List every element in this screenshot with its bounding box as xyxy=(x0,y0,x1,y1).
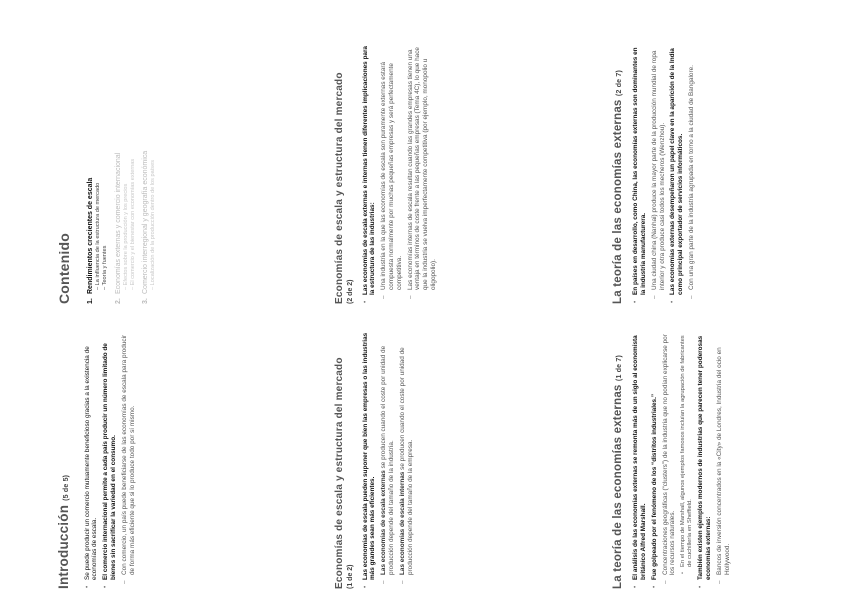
bullet: • Las economías externas desempeñaron un papel clave en la aparición de la India como principal exportador de servicios informáticos. xyxy=(669,46,685,304)
toc xyxy=(86,46,158,304)
bullet: • En países en desarrollo, como China, las economías externas son dominantes en la industria manufacturera. xyxy=(632,46,648,304)
slide-title: Introducción (5 de 5) xyxy=(56,474,71,589)
slide-frame xyxy=(52,325,262,595)
bullet: • Se puede producir un comercio mutuamente beneficioso gracias a la existencia de economías de escala. xyxy=(84,331,100,589)
toc-subitem: – Localización de la producción dentro de los países xyxy=(150,160,157,290)
bullet: • Las economías de escala externas e internas tienen diferentes implicaciones para la estructura de las industrias: xyxy=(362,46,378,304)
bullet: • Las economías de escala pueden suponer que bien las empresas o las industrias más grandes sean más eficientes. xyxy=(362,331,378,589)
bullet: • El comercio internacional permite a cada país producir un número limitado de bienes sin sacrificar la variedad en el consumo. xyxy=(102,331,118,589)
sub-bullet: – Con una gran parte de la industria agrupada en torno a la ciudad de Bangalore. xyxy=(688,46,696,304)
sub-bullet: – Una ciudad china (Nanhai) produce la mayor parte de la producción mundial de ropa interior y otra produce casi todos los mecheros (Wenzhou). xyxy=(651,46,667,304)
sub-bullet: – Una industria en la que las economías de escala son puramente externas estará compuesta normalmente por muchas pequeñas empresas y será perfectamente competitiva. xyxy=(380,46,403,304)
toc-item: 2.Economías externas y comercio internacional xyxy=(114,152,122,304)
slide-frame xyxy=(608,40,818,310)
toc-item: 1.Rendimientos crecientes de escala xyxy=(87,177,95,304)
bullet: • Fue golpeado por el fenómeno de los “distritos industriales.” xyxy=(651,331,659,589)
toc-subitem: – Efectos sobre la producción y los precios xyxy=(122,183,129,290)
bullet: • El análisis de las economías externas se remonta más de un siglo al economista británico Alfred Marshall. xyxy=(632,331,648,589)
slide-teoria-2 xyxy=(608,40,818,310)
sub-bullet: – Las economías de escala internas se producen cuando el coste por unidad de producción depende del tamaño de la empresa. xyxy=(399,331,415,589)
sub-bullet: – Con comercio, un país puede beneficiarse de las economías de escala para producir de forma más eficiente que si lo produce todo por sí mismo. xyxy=(121,331,137,589)
bullet: • También existen ejemplos modernos de industrias que parecen tener poderosas economías externas: xyxy=(697,331,713,589)
toc-subitem: – El comercio y el bienestar con economías externas xyxy=(130,158,137,290)
slide-title: La teoría de las economías externas (2 de 7) xyxy=(612,69,624,304)
slide-subtitle: (1 de 2) xyxy=(346,564,354,589)
toc-subitem: – La influencia de la estructura de mercado xyxy=(95,182,102,290)
slide-teoria-1 xyxy=(608,325,818,595)
slide-frame xyxy=(330,325,540,595)
sub-bullet: – Concentraciones geográficas (“clusters”) de la industria que no podían explicarse por los recursos naturales. xyxy=(662,331,678,589)
slide-frame xyxy=(608,325,818,595)
toc-subitem: – Teoría y fuentes xyxy=(102,245,109,290)
toc-item: 3.Comercio interregional y geografía económica xyxy=(142,150,150,304)
sub-bullet: – Las economías de escala externas se producen cuando el coste por unidad de producción depende del tamaño de la industria. xyxy=(380,331,396,589)
slide-introduccion xyxy=(52,325,262,595)
slide-title: Contenido xyxy=(56,232,72,304)
slide-title: La teoría de las economías externas (1 de 7) xyxy=(612,354,624,589)
sub-sub-bullet: • En el tiempo de Marshall, algunos ejemplos famosos incluían la agrupación de fabricantes de cuchillería en Sheffield. xyxy=(680,331,694,589)
slide-escala-1 xyxy=(330,325,540,595)
sub-bullet: – Las economías internas de escala resultan cuando las grandes empresas tienen una ventaja en términos de coste frente a las pequeñas empresas (Tema 4C), lo que hace que la industria se vuelva imperfectamente competitiva (por ejemplo, monopolio u oligopolio). xyxy=(407,46,438,304)
slide-subtitle: (2 de 2) xyxy=(346,279,354,304)
slide-contenido xyxy=(52,40,262,310)
slide-frame xyxy=(330,40,540,310)
slide-title: Economías de escala y estructura del mercado xyxy=(334,357,345,589)
slide-title: Economías de escala y estructura del mercado xyxy=(334,72,345,304)
slide-escala-2 xyxy=(330,40,540,310)
slide-frame xyxy=(52,40,262,310)
sub-bullet: – Bancos de inversión concentrados en la «City» de Londres, Industria del ocio en Hollywood. xyxy=(716,331,732,589)
